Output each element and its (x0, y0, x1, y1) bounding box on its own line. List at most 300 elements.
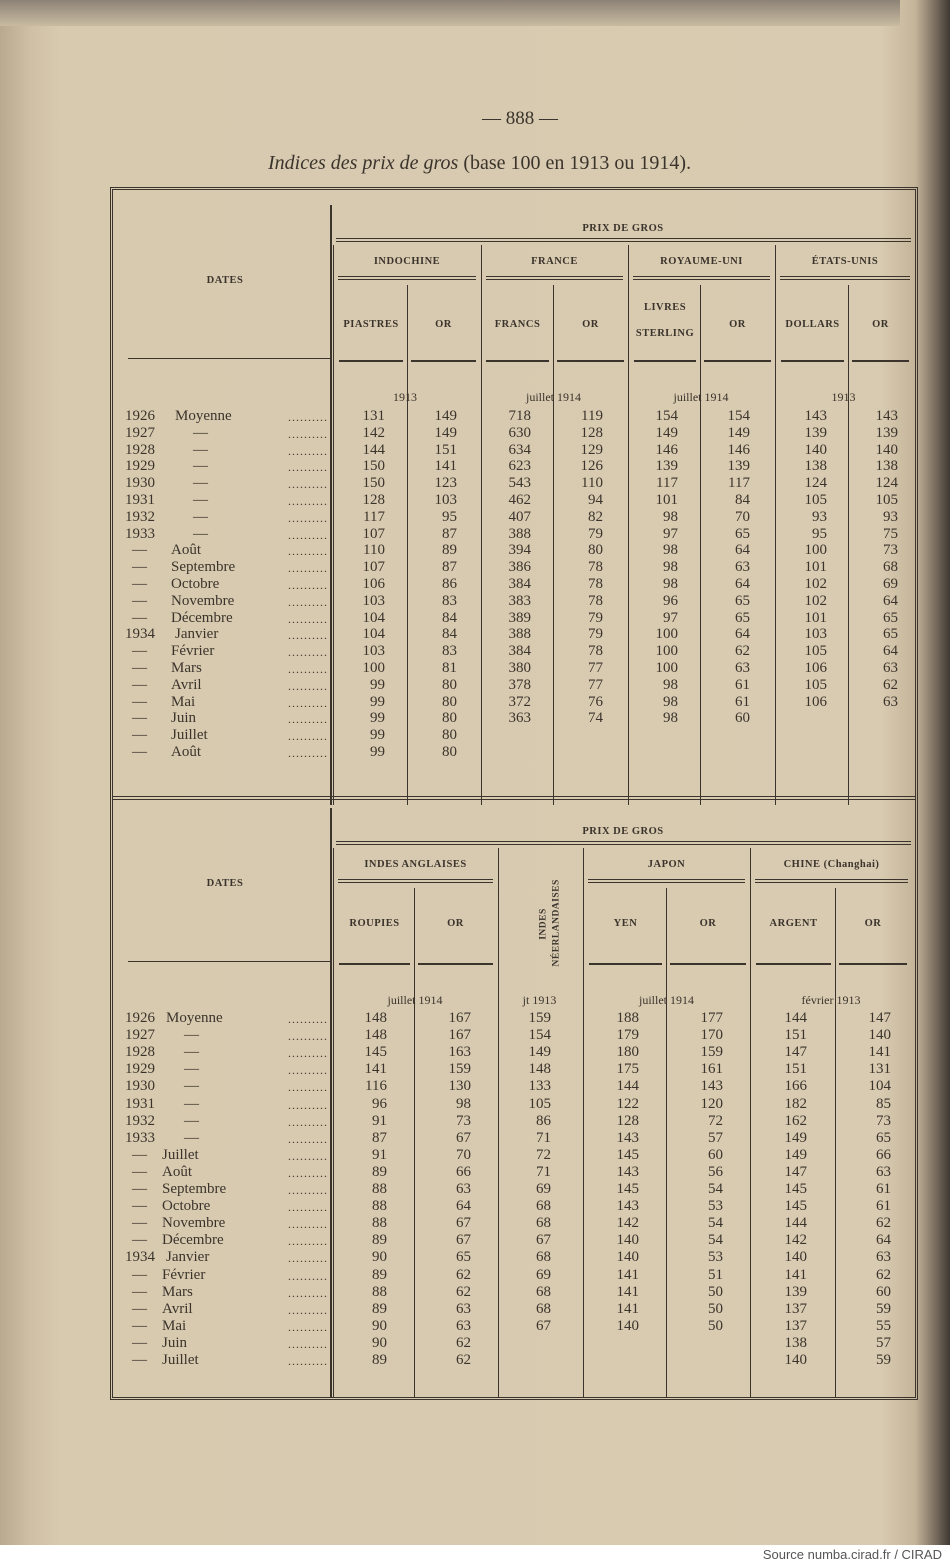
table-cell: 65 (735, 609, 750, 626)
leader-dots: .......... (288, 1285, 328, 1300)
column-rule (704, 360, 771, 362)
table-cell: 154 (528, 1027, 551, 1044)
group-divider (775, 245, 776, 805)
prix-de-gros-header: PRIX DE GROS (582, 826, 664, 837)
row-year: 1926 (125, 408, 155, 424)
table-cell: 107 (362, 559, 385, 576)
row-year: — (132, 727, 147, 744)
table-cell: 363 (508, 710, 531, 727)
table-cell: 133 (528, 1078, 551, 1095)
table-cell: 66 (876, 1146, 891, 1163)
row-year: 1930 (125, 475, 155, 492)
group-rule (338, 879, 493, 883)
group-divider (583, 848, 584, 1398)
table-cell: 159 (448, 1061, 471, 1078)
table-cell: 61 (876, 1181, 891, 1197)
row-year: 1932 (125, 1112, 155, 1129)
table-cell: 65 (735, 525, 750, 542)
table-cell: 143 (804, 408, 827, 424)
column-rule (852, 360, 909, 362)
row-year: — (132, 660, 147, 676)
leader-dots: .......... (288, 1097, 328, 1112)
row-year: — (132, 1198, 147, 1215)
row-year: 1930 (125, 1078, 155, 1095)
table-cell: 67 (536, 1317, 551, 1334)
base-period: février 1913 (801, 993, 861, 1007)
table-cell: 89 (372, 1352, 387, 1368)
dates-rule (128, 961, 330, 962)
row-label: Mai (171, 693, 196, 710)
table-cell: 63 (876, 1163, 891, 1180)
table-cell: 141 (616, 1266, 639, 1283)
table-cell: 161 (700, 1061, 723, 1078)
table-cell: 61 (735, 693, 750, 710)
table-cell: 128 (616, 1112, 639, 1129)
table-cell: 144 (362, 441, 385, 458)
table-cell: 140 (616, 1249, 639, 1266)
row-year: 1929 (125, 1061, 155, 1078)
table-cell: 180 (616, 1044, 639, 1061)
table-cell: 87 (372, 1129, 387, 1146)
table-cell: 68 (536, 1249, 551, 1266)
row-year: — (132, 1232, 147, 1249)
table-cell: 102 (804, 576, 827, 592)
row-year: 1933 (125, 525, 155, 542)
column-header: LIVRES STERLING (635, 302, 695, 339)
table-cell: 104 (362, 609, 385, 626)
table-cell: 70 (456, 1146, 471, 1163)
table-cell: 89 (372, 1266, 387, 1283)
table-cell: 144 (616, 1078, 639, 1095)
row-year: — (132, 609, 147, 626)
table-cell: 138 (804, 458, 827, 475)
leader-dots: .......... (288, 1046, 328, 1061)
table-cell: 142 (362, 424, 385, 441)
table-cell: 141 (616, 1283, 639, 1300)
table-cell: 140 (616, 1232, 639, 1249)
table-cell: 144 (784, 1010, 807, 1026)
row-year: — (132, 744, 147, 760)
row-label: — (193, 475, 208, 492)
table-cell: 62 (456, 1283, 471, 1300)
table-cell: 388 (508, 525, 531, 542)
table-cell: 53 (708, 1198, 723, 1215)
table-cell: 103 (362, 592, 385, 609)
table-cell: 78 (588, 576, 603, 592)
prix-de-gros-header: PRIX DE GROS (582, 223, 664, 234)
table-cell: 87 (442, 525, 457, 542)
table-cell: 105 (804, 676, 827, 693)
row-year: — (132, 1181, 147, 1197)
leader-dots: .......... (288, 1251, 328, 1266)
leader-dots: .......... (288, 1012, 328, 1026)
table-cell: 139 (804, 424, 827, 441)
table-cell: 150 (362, 475, 385, 492)
column-rule (486, 360, 549, 362)
table-cell: 54 (708, 1181, 723, 1197)
source-credit: Source numba.cirad.fr / CIRAD (762, 1547, 942, 1562)
table-cell: 143 (616, 1163, 639, 1180)
leader-dots: .......... (288, 510, 328, 525)
table-cell: 378 (508, 676, 531, 693)
row-year: — (132, 1334, 147, 1351)
table-cell: 103 (804, 626, 827, 643)
table-cell: 98 (663, 559, 678, 576)
table-cell: 65 (735, 592, 750, 609)
leader-dots: .......... (288, 1354, 328, 1368)
table-cell: 64 (883, 592, 898, 609)
row-label: Janvier (175, 626, 219, 643)
group-header: ROYAUME-UNI (660, 256, 743, 267)
table-cell: 106 (362, 576, 385, 592)
table-cell: 62 (876, 1266, 891, 1283)
leader-dots: .......... (288, 1165, 328, 1180)
table-cell: 61 (735, 676, 750, 693)
table-cell: 718 (508, 408, 531, 424)
leader-dots: .......... (288, 729, 328, 744)
row-year: 1934 (125, 1249, 155, 1266)
column-header: OR (699, 918, 717, 929)
table-cell: 170 (700, 1027, 723, 1044)
table-cell: 101 (655, 492, 678, 508)
row-label: — (193, 508, 208, 525)
prix-rule (336, 238, 911, 242)
table-cell: 159 (528, 1010, 551, 1026)
table-cell: 93 (812, 508, 827, 525)
table-cell: 140 (784, 1352, 807, 1368)
row-label: Décembre (162, 1232, 224, 1249)
table-cell: 67 (456, 1232, 471, 1249)
table-cell: 79 (588, 525, 603, 542)
table-cell: 167 (448, 1010, 471, 1026)
row-label: Novembre (162, 1215, 226, 1232)
table-cell: 60 (876, 1283, 891, 1300)
table-cell: 97 (663, 609, 678, 626)
table-cell: 372 (508, 693, 531, 710)
column-rule (756, 963, 831, 965)
table-cell: 126 (580, 458, 603, 475)
table-cell: 145 (364, 1044, 387, 1061)
table-cell: 72 (708, 1112, 723, 1129)
table-cell: 104 (868, 1078, 891, 1095)
table-cell: 63 (735, 559, 750, 576)
column-rule (339, 360, 403, 362)
table-cell: 154 (655, 408, 678, 424)
row-year: — (132, 643, 147, 660)
table-cell: 64 (876, 1232, 891, 1249)
table-cell: 116 (365, 1078, 387, 1095)
leader-dots: .......... (288, 1183, 328, 1197)
table-cell: 54 (708, 1215, 723, 1232)
leader-dots: .......... (288, 645, 328, 660)
column-header: OR (582, 319, 599, 330)
table-cell: 55 (876, 1317, 891, 1334)
table-cell: 94 (588, 492, 603, 508)
table-cell: 151 (434, 441, 457, 458)
table-cell: 179 (616, 1027, 639, 1044)
leader-dots: .......... (288, 1302, 328, 1317)
table-cell: 62 (876, 1215, 891, 1232)
group-rule (588, 879, 745, 883)
table-cell: 53 (708, 1249, 723, 1266)
column-rule (411, 360, 476, 362)
table-cell: 128 (362, 492, 385, 508)
table-cell: 93 (883, 508, 898, 525)
table-cell: 59 (876, 1300, 891, 1317)
page-title (268, 152, 691, 175)
row-year: — (132, 1352, 147, 1368)
table-cell: 100 (655, 626, 678, 643)
table-cell: 68 (536, 1283, 551, 1300)
table-cell: 384 (508, 643, 531, 660)
table-cell: 64 (456, 1198, 471, 1215)
table-cell: 69 (536, 1181, 551, 1197)
table-cell: 117 (363, 508, 385, 525)
leader-dots: .......... (288, 1319, 328, 1334)
leader-dots: .......... (288, 578, 328, 592)
table-cell: 149 (434, 424, 457, 441)
row-year: — (132, 559, 147, 576)
table-cell: 68 (883, 559, 898, 576)
table-cell: 139 (875, 424, 898, 441)
table-cell: 175 (616, 1061, 639, 1078)
dates-header: DATES (206, 275, 244, 286)
table-cell: 105 (875, 492, 898, 508)
leader-dots: .......... (288, 695, 328, 710)
table-cell: 99 (370, 727, 385, 744)
table-cell: 62 (456, 1266, 471, 1283)
column-header: OR (435, 319, 452, 330)
table-cell: 62 (456, 1334, 471, 1351)
table-cell: 98 (456, 1095, 471, 1112)
table-cell: 100 (804, 542, 827, 559)
leader-dots: .......... (288, 1131, 328, 1146)
table-cell: 106 (804, 660, 827, 676)
dates-rule (128, 358, 330, 359)
leader-dots: .......... (288, 1336, 328, 1351)
table-cell: 128 (580, 424, 603, 441)
group-rule (338, 276, 476, 280)
table-cell: 143 (700, 1078, 723, 1095)
table-cell: 141 (616, 1300, 639, 1317)
table-cell: 77 (588, 660, 603, 676)
table-cell: 86 (536, 1112, 551, 1129)
table-cell: 110 (581, 475, 603, 492)
table-cell: 140 (868, 1027, 891, 1044)
table-cell: 63 (456, 1300, 471, 1317)
table-cell: 143 (616, 1198, 639, 1215)
row-year: 1933 (125, 1129, 155, 1146)
table-cell: 86 (442, 576, 457, 592)
table-cell: 130 (448, 1078, 471, 1095)
table-cell: 68 (536, 1198, 551, 1215)
row-year: — (132, 576, 147, 592)
column-header: OR (872, 319, 889, 330)
table-cell: 146 (727, 441, 750, 458)
table-cell: 90 (372, 1249, 387, 1266)
table-cell: 84 (442, 609, 457, 626)
leader-dots: .......... (288, 1029, 328, 1044)
row-year: — (132, 676, 147, 693)
table-cell: 141 (434, 458, 457, 475)
table-cell: 75 (883, 525, 898, 542)
table-cell: 64 (883, 643, 898, 660)
table-cell: 177 (700, 1010, 723, 1026)
table-cell: 80 (588, 542, 603, 559)
row-label: — (184, 1095, 199, 1112)
table-cell: 104 (362, 626, 385, 643)
leader-dots: .......... (288, 410, 328, 424)
row-label: — (184, 1061, 199, 1078)
leader-dots: .......... (288, 611, 328, 626)
table-cell: 89 (442, 542, 457, 559)
base-period: juillet 1914 (526, 390, 581, 404)
column-rule (781, 360, 844, 362)
table-cell: 83 (442, 592, 457, 609)
table-cell: 77 (588, 676, 603, 693)
table-cell: 462 (508, 492, 531, 508)
table-cell: 117 (728, 475, 750, 492)
leader-dots: .......... (288, 1063, 328, 1078)
table-cell: 97 (663, 525, 678, 542)
leader-dots: .......... (288, 527, 328, 542)
column-rule (839, 963, 907, 965)
table-cell: 88 (372, 1215, 387, 1232)
table-cell: 145 (616, 1181, 639, 1197)
table-cell: 64 (735, 576, 750, 592)
column-divider (835, 888, 836, 1398)
title-italic: Indices des prix de gros (268, 152, 459, 174)
table-cell: 117 (656, 475, 678, 492)
table-cell: 91 (372, 1146, 387, 1163)
table-cell: 79 (588, 626, 603, 643)
table-cell: 145 (784, 1198, 807, 1215)
group-header: INDES ANGLAISES (364, 859, 467, 870)
table-cell: 69 (536, 1266, 551, 1283)
table-cell: 159 (700, 1044, 723, 1061)
table-cell: 105 (804, 492, 827, 508)
leader-dots: .......... (288, 1234, 328, 1249)
table-cell: 57 (876, 1334, 891, 1351)
row-label: Juillet (171, 727, 208, 744)
table-cell: 51 (708, 1266, 723, 1283)
table-cell: 122 (616, 1095, 639, 1112)
table-cell: 98 (663, 542, 678, 559)
column-header: FRANCS (494, 319, 541, 330)
row-label: Février (162, 1266, 206, 1283)
group-header: INDOCHINE (373, 256, 441, 267)
column-rule (557, 360, 624, 362)
group-divider (333, 245, 334, 805)
table-cell: 100 (655, 643, 678, 660)
table-cell: 146 (655, 441, 678, 458)
table-cell: 68 (536, 1215, 551, 1232)
table-cell: 119 (581, 408, 603, 424)
row-label: Octobre (171, 576, 220, 592)
table-cell: 630 (508, 424, 531, 441)
table-cell: 149 (784, 1129, 807, 1146)
table-cell: 62 (883, 676, 898, 693)
table-separator (113, 796, 915, 800)
column-rule (634, 360, 696, 362)
row-label: Juillet (162, 1352, 199, 1368)
table-cell: 68 (536, 1300, 551, 1317)
group-header: JAPON (647, 859, 686, 870)
row-label: Septembre (171, 559, 236, 576)
table-cell: 105 (804, 643, 827, 660)
base-period: jt 1913 (522, 993, 557, 1007)
column-rule (418, 963, 493, 965)
table-cell: 65 (883, 626, 898, 643)
table-cell: 389 (508, 609, 531, 626)
page-number: — 888 — (482, 108, 558, 129)
column-divider (666, 888, 667, 1398)
row-year: 1934 (125, 626, 155, 643)
row-year: — (132, 542, 147, 559)
table-cell: 82 (588, 508, 603, 525)
group-header: INDES NÉERLANDAISES (538, 879, 562, 967)
table-cell: 148 (528, 1061, 551, 1078)
table-cell: 63 (876, 1249, 891, 1266)
row-label: — (193, 492, 208, 508)
table-cell: 163 (448, 1044, 471, 1061)
column-divider (414, 888, 415, 1398)
table-cell: 623 (508, 458, 531, 475)
group-header: CHINE (Changhai) (783, 859, 880, 870)
table-cell: 62 (735, 643, 750, 660)
table-cell: 107 (362, 525, 385, 542)
leader-dots: .......... (288, 746, 328, 760)
leader-dots: .......... (288, 1217, 328, 1232)
row-year: 1932 (125, 508, 155, 525)
row-year: — (132, 1283, 147, 1300)
leader-dots: .......... (288, 1114, 328, 1129)
table-cell: 80 (442, 710, 457, 727)
column-header: PIASTRES (343, 319, 399, 330)
row-label: Novembre (171, 592, 235, 609)
table-cell: 634 (508, 441, 531, 458)
table-cell: 89 (372, 1300, 387, 1317)
table-cell: 154 (727, 408, 750, 424)
table-cell: 65 (456, 1249, 471, 1266)
table-cell: 64 (735, 626, 750, 643)
base-period: juillet 1914 (673, 390, 729, 404)
table-cell: 63 (735, 660, 750, 676)
leader-dots: .......... (288, 544, 328, 559)
title-rest: (base 100 en 1913 ou 1914). (458, 152, 692, 174)
row-year: — (132, 1300, 147, 1317)
row-label: Février (171, 643, 215, 660)
table-cell: 73 (456, 1112, 471, 1129)
group-header: ÉTATS-UNIS (811, 256, 879, 267)
row-year: — (132, 1266, 147, 1283)
leader-dots: .......... (288, 1148, 328, 1163)
leader-dots: .......... (288, 712, 328, 727)
table-cell: 140 (804, 441, 827, 458)
table-cell: 131 (362, 408, 385, 424)
table-cell: 124 (875, 475, 898, 492)
table-cell: 54 (708, 1232, 723, 1249)
table-cell: 80 (442, 727, 457, 744)
row-label: Octobre (162, 1198, 211, 1215)
row-label: Moyenne (175, 408, 232, 424)
row-year: 1929 (125, 458, 155, 475)
group-header: FRANCE (531, 256, 578, 267)
table-cell: 105 (528, 1095, 551, 1112)
table-cell: 141 (364, 1061, 387, 1078)
table-cell: 98 (663, 576, 678, 592)
column-header: DOLLARS (785, 319, 840, 330)
